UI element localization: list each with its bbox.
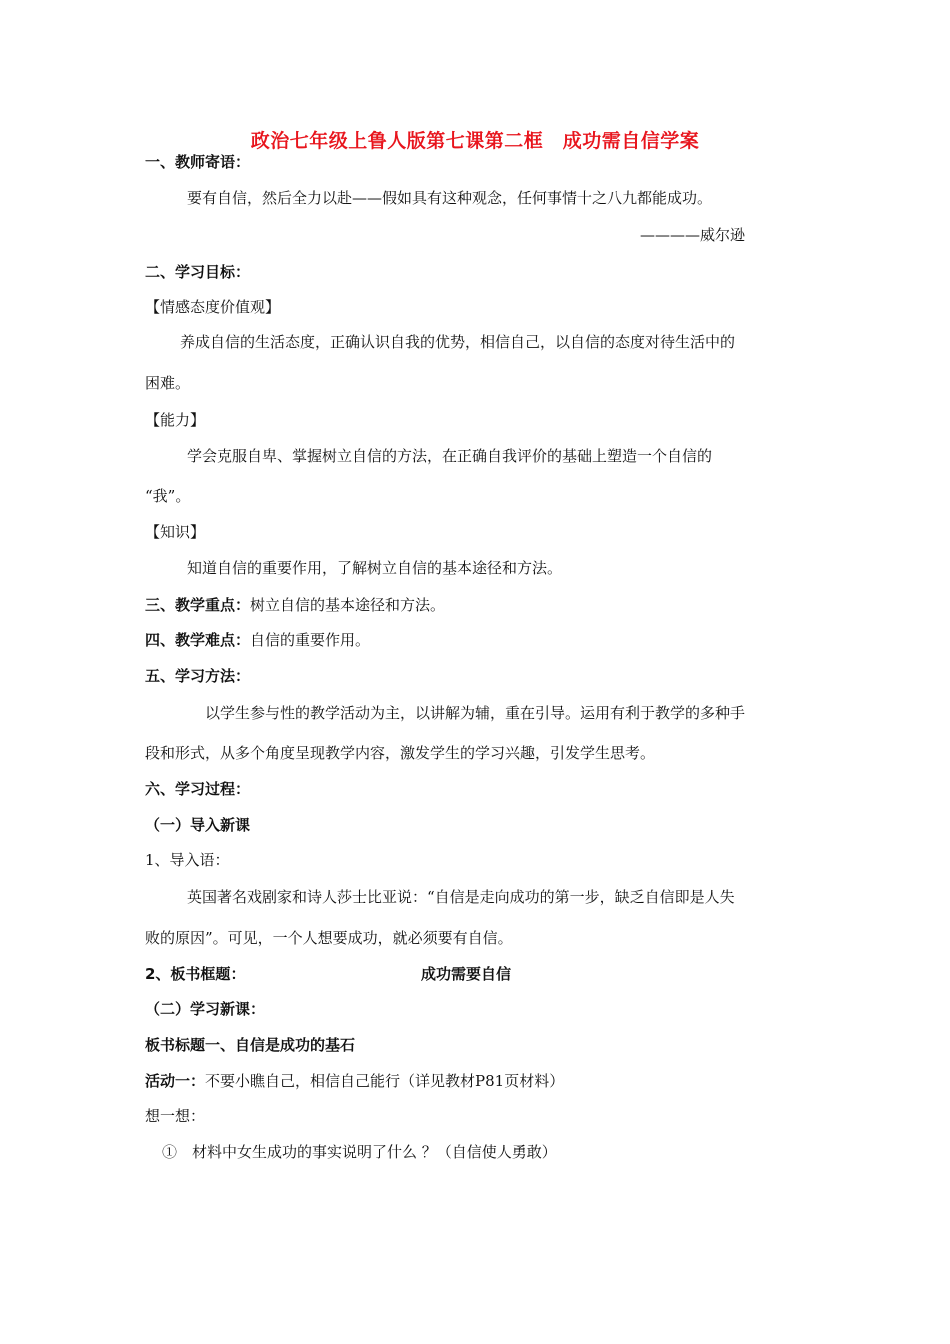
section-4-text: 自信的重要作用。 xyxy=(250,631,371,649)
board-title: 成功需要自信 xyxy=(421,965,512,983)
teacher-quote: 要有自信，然后全力以赴——假如具有这种观念，任何事情十之八九都能成功。 xyxy=(187,189,713,207)
part-2-heading: （二）学习新课： xyxy=(145,1000,266,1018)
board-heading-1: 板书标题一、自信是成功的基石 xyxy=(145,1036,356,1054)
knowledge-label: 【知识】 xyxy=(145,523,206,541)
intro-text-line1: 英国著名戏剧家和诗人莎士比亚说：“自信是走向成功的第一步，缺乏自信即是人失 xyxy=(187,888,735,906)
section-2-heading: 二、学习目标： xyxy=(145,263,251,281)
section-3-heading: 三、教学重点： xyxy=(145,596,251,614)
attitude-label: 【情感态度价值观】 xyxy=(145,298,281,316)
ability-label: 【能力】 xyxy=(145,411,206,429)
section-5-heading: 五、学习方法： xyxy=(145,667,251,685)
question-1: ① 材料中女生成功的事实说明了什么 ？（自信使人勇敢） xyxy=(162,1143,557,1161)
method-text-line2: 段和形式，从多个角度呈现教学内容，激发学生的学习兴趣，引发学生思考。 xyxy=(145,744,656,762)
intro-label: 1、导入语： xyxy=(145,851,230,869)
intro-text-line2: 败的原因”。可见，一个人想要成功，就必须要有自信。 xyxy=(145,929,513,947)
section-4-heading: 四、教学难点： xyxy=(145,631,251,649)
board-label: 2、板书框题： xyxy=(145,965,246,983)
section-3 xyxy=(145,595,445,615)
quote-author: ————威尔逊 xyxy=(640,226,746,244)
ability-text-line2: “我”。 xyxy=(145,487,191,505)
think-label: 想一想： xyxy=(145,1107,206,1125)
section-4 xyxy=(145,630,370,650)
activity-1-text: 不要小瞧自己，相信自己能行（详见教材P81页材料） xyxy=(205,1072,565,1090)
part-1-heading: （一）导入新课 xyxy=(145,816,251,834)
section-6-heading: 六、学习过程： xyxy=(145,780,251,798)
document-title: 政治七年级上鲁人版第七课第二框 成功需自信学案 xyxy=(250,130,700,152)
ability-text-line1: 学会克服自卑、掌握树立自信的方法，在正确自我评价的基础上塑造一个自信的 xyxy=(187,447,713,465)
section-3-text: 树立自信的基本途径和方法。 xyxy=(250,596,446,614)
attitude-text-line2: 困难。 xyxy=(145,374,191,392)
activity-1-label: 活动一： xyxy=(145,1072,206,1090)
method-text-line1: 以学生参与性的教学活动为主，以讲解为辅，重在引导。运用有利于教学的多种手 xyxy=(205,704,746,722)
activity-1 xyxy=(145,1071,564,1091)
knowledge-text: 知道自信的重要作用，了解树立自信的基本途径和方法。 xyxy=(187,559,563,577)
attitude-text-line1: 养成自信的生活态度，正确认识自我的优势，相信自己，以自信的态度对待生活中的 xyxy=(180,333,736,351)
section-1-heading: 一、教师寄语： xyxy=(145,153,251,171)
